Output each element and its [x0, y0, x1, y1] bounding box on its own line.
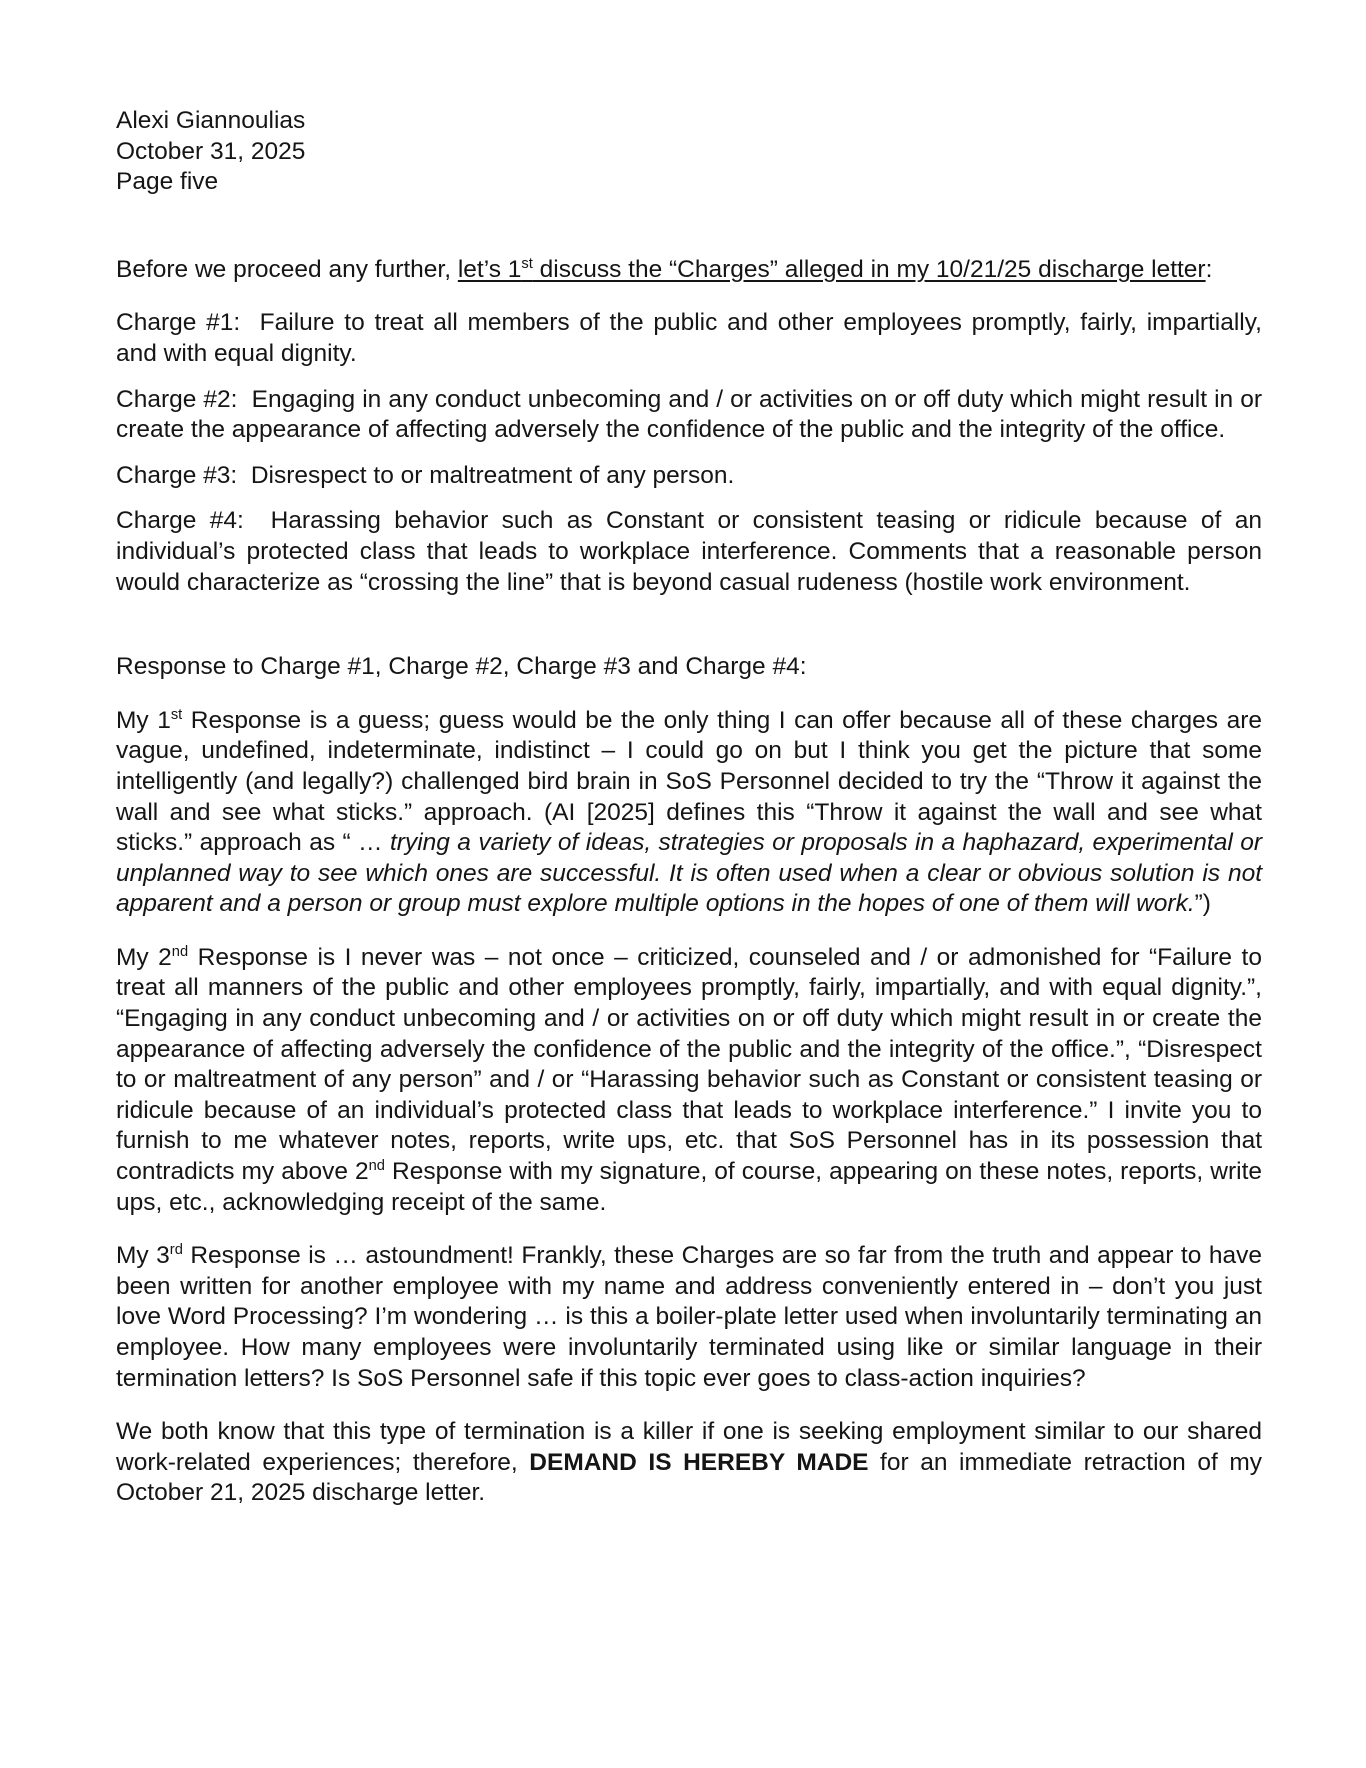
intro-underlined-a: let’s 1 [457, 255, 522, 283]
intro-underlined-b: discuss the “Charges” alleged in my 10/21/25 discharge letter [532, 255, 1206, 283]
response-text: Response is I never was – not once – criticized, counseled and / or admonished for “Failure to treat all manners of the public and other employees promptly, fairly, impartially, and with equal dignity.”, “Engaging in any conduct unbecoming and / or activities on or off duty which might result in or create the appearance of affecting adversely the confidence of the public and the integrity of the office.”, “Disrespect to or maltreatment of any person” and / or “Harassing behavior such as Constant or consistent teasing or ridicule because of an individual’s protected class that leads to workplace interference.” I invite you to furnish to me whatever notes, reports, write ups, etc. that SoS Personnel has in its possession that contradicts my above 2 [116, 943, 1262, 1186]
response-text: ”) [1194, 890, 1211, 918]
charge-text: Disrespect to or maltreatment of any person. [250, 461, 735, 489]
intro-tail: : [1205, 255, 1213, 283]
closing-paragraph [116, 1417, 1262, 1509]
charge-text: Harassing behavior such as Constant or consistent teasing or ridicule because of an individual’s protected class that leads to workplace interference. Comments that a reasonable person would characterize as “crossing the line” that is beyond casual rudeness (hostile work environment. [116, 507, 1262, 596]
letter-page [116, 106, 1262, 1509]
charge-1 [116, 308, 1262, 369]
intro-underlined [458, 256, 1206, 283]
response-text: Response with my signature, of course, appearing on these notes, reports, write ups, etc., acknowledging receipt of the same. [116, 1158, 1263, 1216]
response-text: My 3 [116, 1242, 170, 1270]
letter-date: October 31, 2025 [116, 137, 306, 165]
demand-statement: DEMAND IS HEREBY MADE [529, 1448, 869, 1476]
recipient-name: Alexi Giannoulias [116, 107, 306, 134]
intro-paragraph [116, 255, 1262, 286]
letter-header [116, 106, 1262, 198]
charge-2 [116, 385, 1262, 446]
response-text: Response is a guess; guess would be the only thing I can offer because all of these charges are vague, undefined, indeterminate, indistinct – I could go on but I think you get the picture that some intelligently (and legally?) challenged bird brain in SoS Personnel decided to try the “Throw it against the wall and see what sticks.” approach. (AI [2025] defines this “Throw it against the wall and see what sticks.” approach as “ … [116, 706, 1262, 857]
charge-label: Charge #2: [116, 385, 238, 413]
ordinal-suffix: st [170, 706, 183, 723]
ordinal-suffix: nd [171, 943, 189, 960]
charge-label: Charge #4: [116, 507, 244, 535]
ordinal-suffix: rd [169, 1242, 183, 1259]
intro-lead: Before we proceed any further, [116, 255, 458, 283]
ai-definition-quote: trying a variety of ideas, strategies or proposals in a haphazard, experimental or unplanned way to see which ones are successful. It is often used when a clear or obvious solution is not apparent and a person or group must explore multiple options in the hopes of one of them will work. [116, 829, 1263, 918]
charge-3 [116, 461, 1262, 492]
response-text: My 1 [116, 706, 171, 734]
response-text: Response is … astoundment! Frankly, these Charges are so far from the truth and appear to have been written for another employee with my name and address conveniently entered in – don’t you just love Word Processing? I’m wondering … is this a boiler-plate letter used when involuntarily terminating an employee. How many employees were involuntarily terminated using like or similar language in their termination letters? Is SoS Personnel safe if this topic ever goes to class-action inquiries? [116, 1242, 1262, 1392]
charge-4 [116, 506, 1262, 598]
ordinal-suffix: st [521, 255, 533, 272]
charge-text: Failure to treat all members of the public and other employees promptly, fairly, impartially, and with equal dignity. [116, 309, 1262, 367]
response-1 [116, 706, 1262, 920]
response-heading: Response to Charge #1, Charge #2, Charge #3 and Charge #4: [116, 653, 807, 681]
page-label: Page five [116, 168, 219, 196]
closing-text: for an immediate retraction of my October 21, 2025 discharge letter. [116, 1448, 1262, 1507]
response-text: My 2 [116, 943, 172, 971]
charge-label: Charge #1: [116, 309, 241, 337]
charge-text: Engaging in any conduct unbecoming and / or activities on or off duty which might result in or create the appearance of affecting adversely the confidence of the public and the integrity of the office. [116, 385, 1262, 444]
response-3 [116, 1241, 1262, 1394]
response-2 [116, 943, 1262, 1218]
charge-label: Charge #3: [116, 461, 238, 489]
closing-text: We both know that this type of termination is a killer if one is seeking employment similar to our shared work-related experiences; therefore, [116, 1418, 1262, 1476]
ordinal-suffix: nd [368, 1157, 385, 1174]
